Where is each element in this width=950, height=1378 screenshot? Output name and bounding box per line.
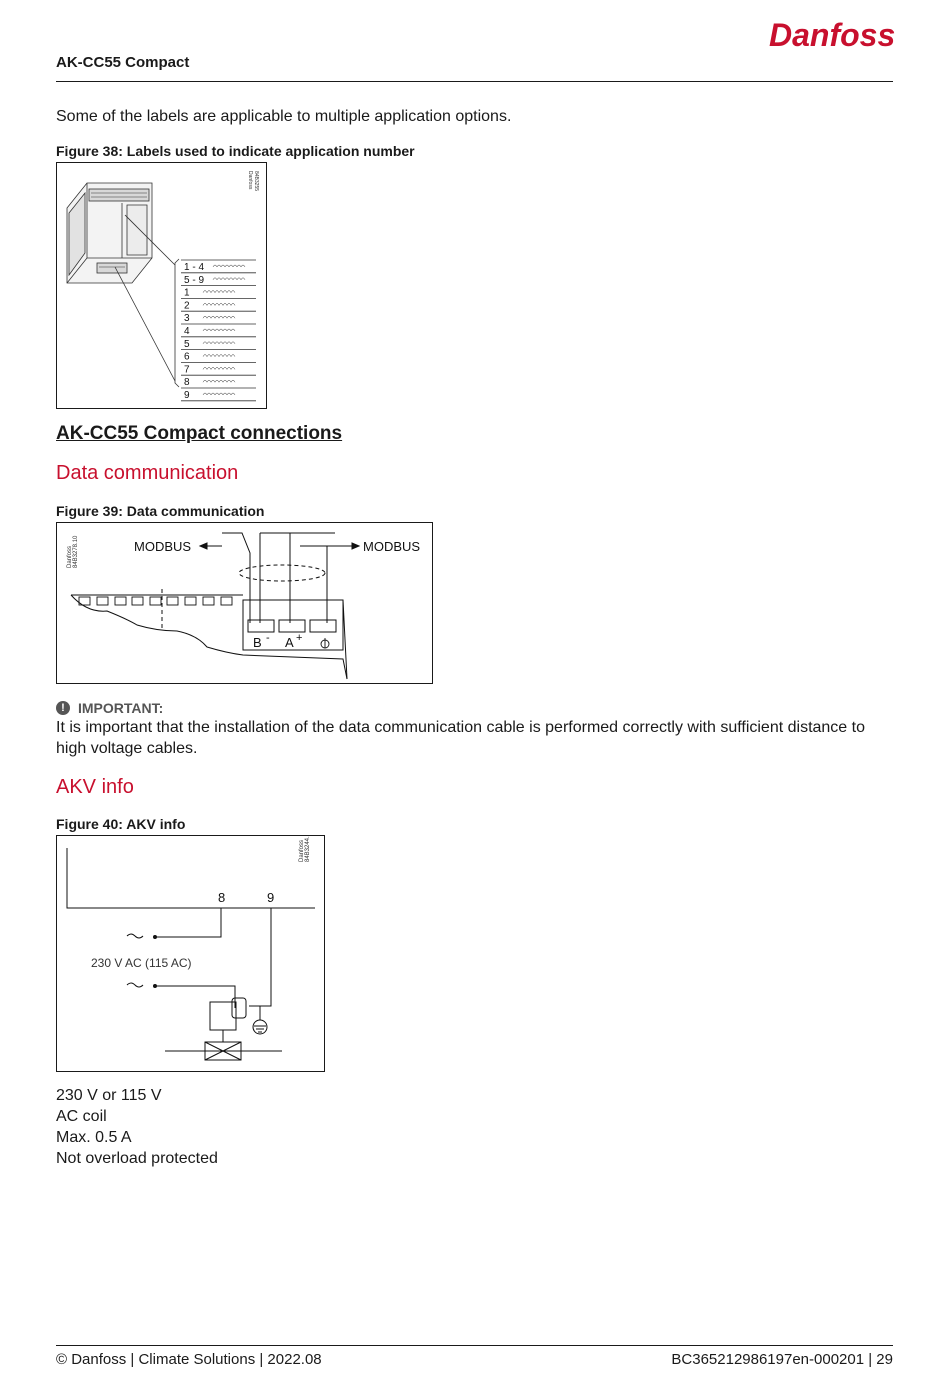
label-pattern: [203, 316, 235, 318]
danfoss-logo: [765, 6, 895, 56]
svg-text:-: -: [266, 632, 270, 644]
spec-line-coil: AC coil: [56, 1108, 107, 1125]
spec-line-protection: Not overload protected: [56, 1150, 218, 1167]
important-notice: [56, 700, 163, 716]
header-divider: [56, 81, 893, 82]
footer-divider: [56, 1345, 893, 1346]
figure-38: [56, 162, 267, 409]
label-pattern: [203, 355, 235, 357]
svg-text:Danfoss: Danfoss: [769, 17, 895, 53]
important-text: It is important that the installation of the data communication cable is performed correctly with sufficient distance to high voltage cables.: [56, 719, 865, 757]
application-label-10: 8: [184, 377, 190, 389]
svg-text:+: +: [296, 632, 303, 644]
figure-38-code-2: 84B3255: [253, 171, 259, 192]
figure-40-caption: Figure 40: AKV info: [56, 816, 186, 832]
terminal-b-label: B: [253, 635, 262, 650]
label-pattern: [203, 303, 235, 305]
akv-info-heading: AKV info: [56, 776, 134, 798]
figure-39-code-1: Danfoss: [67, 545, 73, 568]
figure-38-drawing: [57, 163, 266, 408]
figure-40-drawing: [57, 836, 324, 1071]
label-pattern: [203, 367, 235, 369]
application-label-4: 2: [184, 300, 190, 312]
label-pattern: [203, 291, 235, 293]
label-pattern: [203, 329, 235, 331]
figure-38-caption: Figure 38: Labels used to indicate application number: [56, 143, 415, 159]
figure-39: [56, 522, 433, 684]
footer-document-id: BC365212986197en-000201 | 29: [671, 1351, 893, 1368]
exclamation-icon: !: [56, 701, 70, 715]
data-communication-heading: Data communication: [56, 462, 239, 484]
figure-40: [56, 835, 325, 1072]
spec-line-max-current: Max. 0.5 A: [56, 1129, 132, 1146]
intro-paragraph: Some of the labels are applicable to multiple application options.: [56, 108, 512, 125]
terminal-8-label: 8: [218, 890, 226, 905]
section-title: AK-CC55 Compact connections: [56, 423, 343, 444]
application-label-5: 3: [184, 313, 190, 325]
application-label-7: 5: [184, 338, 190, 350]
label-pattern: [213, 265, 245, 267]
figure-40-code-2: 84B3244.10: [305, 836, 311, 862]
label-pattern: [203, 342, 235, 344]
modbus-right-label: MODBUS: [363, 539, 421, 554]
application-label-8: 6: [184, 351, 190, 363]
footer-copyright: © Danfoss | Climate Solutions | 2022.08: [56, 1351, 322, 1368]
supply-voltage-label: 230 V AC (115 AC): [91, 956, 192, 970]
terminal-9-label: 9: [267, 890, 275, 905]
figure-40-code-1: Danfoss: [299, 839, 305, 862]
application-label-9: 7: [184, 364, 190, 376]
page-header-title: AK-CC55 Compact: [56, 54, 190, 71]
application-label-11: 9: [184, 390, 190, 401]
important-label: IMPORTANT:: [78, 700, 164, 716]
terminal-a-label: A: [285, 635, 294, 650]
label-pattern: [203, 393, 235, 395]
label-pattern: [203, 380, 235, 382]
application-label-1: 1 - 4: [184, 262, 205, 273]
figure-39-caption: Figure 39: Data communication: [56, 503, 265, 519]
application-label-2: 5 - 9: [184, 274, 205, 286]
application-label-6: 4: [184, 326, 190, 337]
modbus-left-label: MODBUS: [134, 539, 192, 554]
figure-38-code-1: Danfoss: [247, 171, 253, 190]
application-label-3: 1: [184, 287, 190, 299]
figure-39-code-2: 84B3278.10: [73, 535, 79, 568]
figure-39-drawing: [57, 523, 432, 683]
label-pattern: [213, 278, 245, 280]
spec-line-voltage: 230 V or 115 V: [56, 1087, 162, 1104]
